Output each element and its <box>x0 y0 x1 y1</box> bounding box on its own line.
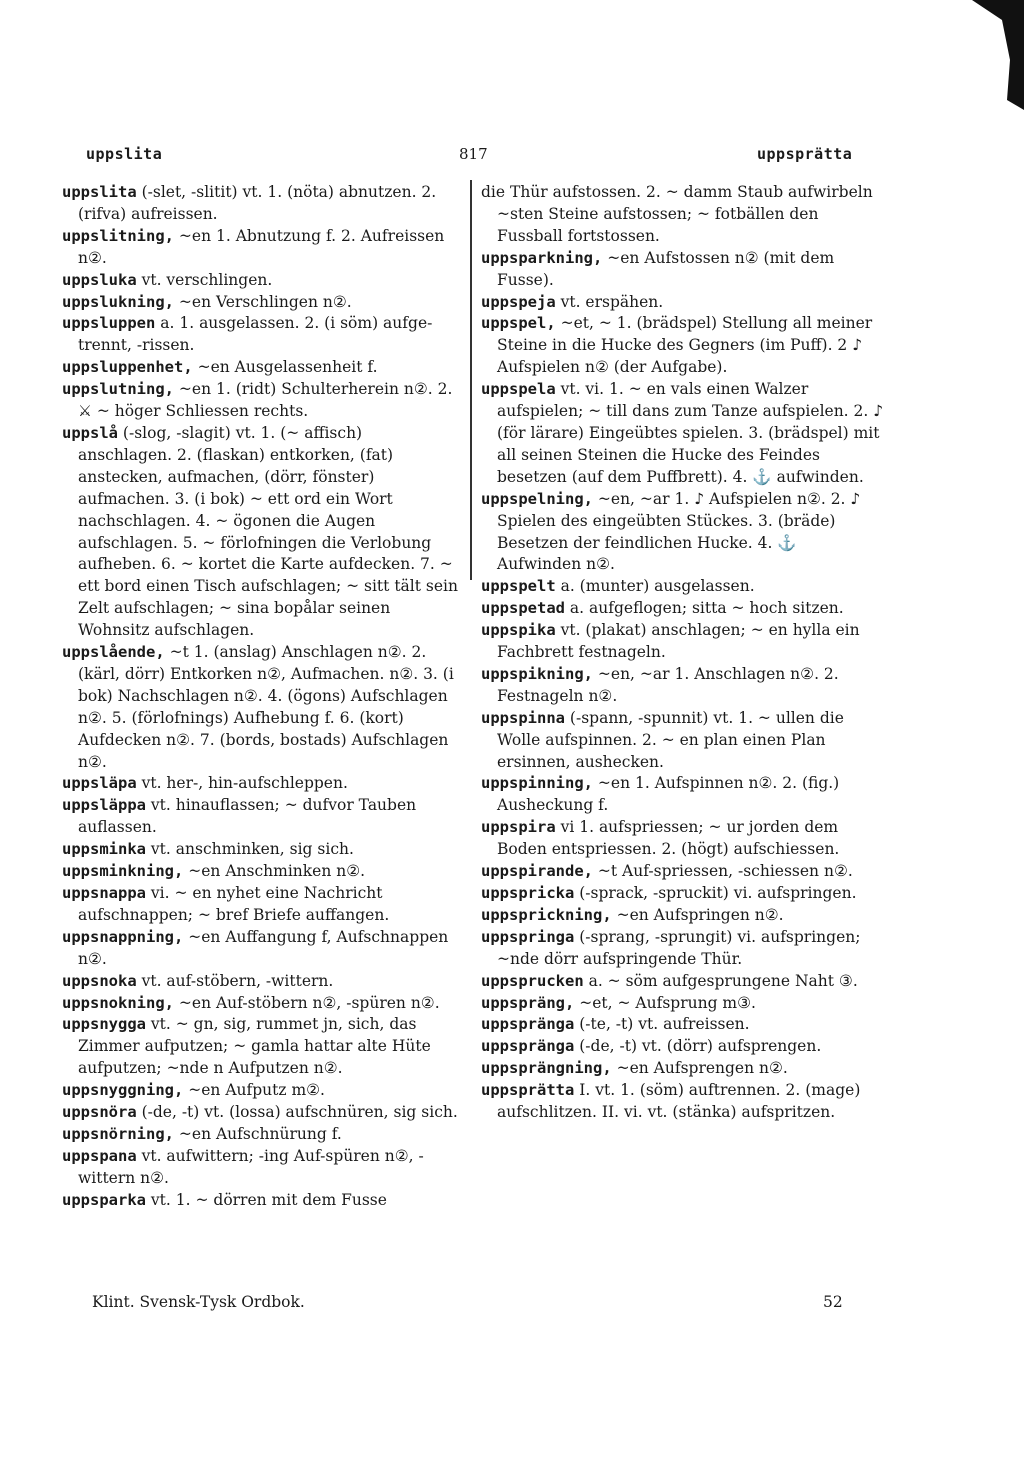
entry-definition: a. ~ söm aufgesprungene Naht ③. <box>583 971 858 990</box>
entry-headword: uppspelt <box>481 577 556 596</box>
entry-definition: ~en, ~ar 1. Anschlagen n②. 2. Festnageln n②. <box>497 664 839 705</box>
dictionary-entry <box>62 642 460 773</box>
entry-definition: ~t 1. (anslag) Anschlagen n②. 2. (kärl, dörr) Entkorken n②, Aufmachen. n②. 3. (i bok) Nachschlagen n②. 4. (ögons) Aufschlagen n②. 5. (förlofnings) Aufhebung f. 6. (kort) Aufdecken n②. 7. (bords, bostads) Aufschlagen n②. <box>78 643 454 771</box>
entry-headword: uppspringa <box>481 927 575 946</box>
entry-definition: (-sprang, -sprungit) vi. aufspringen; ~nde dörr aufspringende Thür. <box>497 927 861 968</box>
entry-headword: uppspika <box>481 621 556 640</box>
entry-headword: uppspinna <box>481 708 565 727</box>
entry-headword: uppsprängning, <box>481 1059 612 1078</box>
entry-headword: uppsminka <box>62 840 146 859</box>
entry-definition: ~en Auf-stöbern n②, -spüren n②. <box>173 993 440 1012</box>
dictionary-entry <box>62 292 460 314</box>
entry-definition: ~en Ausgelassenheit f. <box>192 358 378 377</box>
entry-headword: uppsparka <box>62 1190 146 1209</box>
dictionary-entry <box>62 1102 460 1124</box>
dictionary-entry <box>481 971 885 993</box>
dictionary-entry <box>481 598 885 620</box>
dictionary-entry <box>62 1146 460 1190</box>
entry-definition: ~en 1. (ridt) Schulterherein n②. 2. ⚔ ~ höger Schliessen rechts. <box>78 380 453 421</box>
entry-definition: vt. her-, hin-aufschleppen. <box>136 774 348 793</box>
entry-definition: (-slet, -slitit) vt. 1. (nöta) abnutzen. 2. (rifva) aufreissen. <box>78 183 437 223</box>
dictionary-entry <box>62 1190 460 1212</box>
dictionary-entry <box>62 773 460 795</box>
entry-headword: uppslutning, <box>62 380 174 399</box>
entry-headword: uppslitning, <box>62 226 174 245</box>
right-column <box>481 182 885 1124</box>
dictionary-entry <box>481 292 885 314</box>
entry-headword: uppsnöra <box>62 1103 137 1122</box>
dictionary-entry <box>62 795 460 839</box>
dictionary-entry <box>62 182 460 226</box>
running-head-left: uppslita <box>86 145 163 163</box>
entry-definition: (-de, -t) vt. (lossa) aufschnüren, sig sich. <box>136 1103 458 1122</box>
entry-definition: ~t Auf-spriessen, -schiessen n②. <box>592 862 853 881</box>
dictionary-entry <box>62 313 460 357</box>
running-head-right: uppsprätta <box>757 145 853 163</box>
entry-definition: vt. verschlingen. <box>136 270 273 289</box>
entry-headword: uppsprätta <box>481 1081 575 1100</box>
entry-headword: uppsprucken <box>481 971 584 990</box>
dictionary-entry <box>62 927 460 971</box>
entry-headword: uppsnokning, <box>62 993 174 1012</box>
entry-definition: vt. vi. 1. ~ en vals einen Walzer aufspielen; ~ till dans zum Tanze aufspielen. 2. ♪ (för lärare) Eingeübtes spielen. 3. (brädspel) mit all seinen Steinen die Hucke des Feindes besetzen (auf dem Puffbrett). 4. ⚓ aufwinden. <box>497 380 884 486</box>
entry-definition: ~en Aufspringen n②. <box>611 905 784 924</box>
entry-definition: vt. (plakat) anschlagen; ~ en hylla ein Fachbrett festnageln. <box>497 621 860 662</box>
entry-definition: ~en Auffangung f, Aufschnappen n②. <box>78 927 449 968</box>
page-corner-fold <box>972 0 1024 110</box>
footer-text: Klint. Svensk-Tysk Ordbok. <box>92 1293 305 1311</box>
dictionary-entry <box>481 883 885 905</box>
entry-definition: (-de, -t) vt. (dörr) aufsprengen. <box>574 1037 822 1056</box>
entry-definition: (-te, -t) vt. aufreissen. <box>574 1015 750 1034</box>
dictionary-entry <box>62 971 460 993</box>
dictionary-entry <box>481 905 885 927</box>
entry-headword: uppspinning, <box>481 774 593 793</box>
dictionary-entry <box>481 664 885 708</box>
dictionary-entry <box>481 861 885 883</box>
entry-definition: ~en Anschminken n②. <box>183 862 366 881</box>
entry-headword: uppslukning, <box>62 292 174 311</box>
entry-definition: ~en 1. Aufspinnen n②. 2. (fig.) Ausheckung f. <box>497 774 840 815</box>
entry-headword: uppspeja <box>481 292 556 311</box>
entry-headword: uppsläpa <box>62 774 137 793</box>
entry-headword: uppspel, <box>481 314 556 333</box>
dictionary-entry <box>62 839 460 861</box>
entry-headword: uppspränga <box>481 1037 575 1056</box>
entry-definition: ~et, ~ 1. (brädspel) Stellung all meiner Steine in die Hucke des Gegners (im Puff). 2 ♪ Aufspielen n② (der Aufgabe). <box>497 314 873 377</box>
entry-headword: uppspira <box>481 818 556 837</box>
entry-definition: ~et, ~ Aufsprung m③. <box>574 993 756 1012</box>
entry-definition: (-sprack, -spruckit) vi. aufspringen. <box>574 884 857 902</box>
signature-number: 52 <box>823 1293 843 1311</box>
entry-definition: vt. 1. ~ dörren mit dem Fusse <box>146 1190 387 1209</box>
entry-definition: vi 1. aufspriessen; ~ ur jorden dem Boden entspriessen. 2. (högt) aufschiessen. <box>497 818 840 859</box>
entry-definition: I. vt. 1. (söm) auftrennen. 2. (mage) aufschlitzen. II. vi. vt. (stänka) aufspritzen. <box>497 1081 861 1122</box>
entry-definition: die Thür aufstossen. 2. ~ damm Staub aufwirbeln ~sten Steine aufstossen; ~ fotbällen den Fussball fortstossen. <box>481 183 873 245</box>
entry-headword: uppsnappa <box>62 884 146 902</box>
dictionary-entry <box>62 357 460 379</box>
entry-headword: uppsnörning, <box>62 1124 174 1143</box>
dictionary-entry <box>481 993 885 1015</box>
entry-definition: ~en 1. Abnutzung f. 2. Aufreissen n②. <box>78 226 445 267</box>
dictionary-entry <box>481 313 885 379</box>
entry-definition: vt. hinauflassen; ~ dufvor Tauben auflassen. <box>78 796 417 837</box>
dictionary-entry <box>481 817 885 861</box>
entry-definition: ~en, ~ar 1. ♪ Aufspielen n②. 2. ♪ Spielen des eingeübten Stückes. 3. (bräde) Besetzen der feindlichen Hucke. 4. ⚓ Aufwinden n②. <box>497 489 861 574</box>
entry-headword: uppslå <box>62 423 118 442</box>
entry-definition: a. 1. ausgelassen. 2. (i söm) aufge-trennt, -rissen. <box>78 314 433 355</box>
entry-headword: uppslita <box>62 183 137 201</box>
entry-headword: uppslående, <box>62 643 165 662</box>
dictionary-entry <box>62 861 460 883</box>
entry-definition: vt. anschminken, sig sich. <box>146 840 354 859</box>
dictionary-entry <box>481 379 885 489</box>
entry-definition: ~en Aufsprengen n②. <box>611 1059 788 1078</box>
entry-headword: uppsnygga <box>62 1015 146 1034</box>
page-number: 817 <box>459 145 488 163</box>
entry-definition: vt. auf-stöbern, -wittern. <box>136 971 334 990</box>
column-divider <box>470 180 472 580</box>
entry-definition: vt. aufwittern; -ing Auf-spüren n②, -wittern n②. <box>78 1146 424 1187</box>
dictionary-entry <box>481 1036 885 1058</box>
entry-definition: ~en Verschlingen n②. <box>173 292 352 311</box>
entry-headword: uppspirande, <box>481 862 593 881</box>
dictionary-entry <box>481 248 885 292</box>
entry-headword: uppsprickning, <box>481 905 612 924</box>
dictionary-entry <box>481 1014 885 1036</box>
dictionary-entry <box>481 927 885 971</box>
entry-definition: ~en Aufstossen n② (mit dem Fusse). <box>497 248 835 289</box>
entry-headword: uppsluppenhet, <box>62 358 193 377</box>
entry-headword: uppspikning, <box>481 664 593 683</box>
entry-definition: ~en Aufputz m②. <box>183 1081 325 1100</box>
entry-headword: uppspana <box>62 1146 137 1165</box>
entry-headword: uppsminkning, <box>62 862 184 881</box>
dictionary-entry <box>62 270 460 292</box>
entry-headword: uppspetad <box>481 599 565 618</box>
entry-definition: a. (munter) ausgelassen. <box>555 577 755 596</box>
entry-headword: uppsparkning, <box>481 248 603 267</box>
dictionary-entry <box>62 423 460 642</box>
entry-definition: ~en Aufschnürung f. <box>173 1124 342 1143</box>
entry-definition: (-spann, -spunnit) vt. 1. ~ ullen die Wolle aufspinnen. 2. ~ en plan einen Plan ersinnen, aushecken. <box>497 708 844 771</box>
dictionary-entry <box>481 576 885 598</box>
dictionary-entry <box>62 1124 460 1146</box>
entry-headword: uppsnoka <box>62 971 137 990</box>
entry-headword: uppsprängа <box>481 1015 575 1034</box>
dictionary-entry <box>62 1080 460 1102</box>
dictionary-entry <box>481 489 885 577</box>
entry-headword: uppspelning, <box>481 489 593 508</box>
dictionary-entry <box>481 1080 885 1124</box>
dictionary-entry <box>62 1014 460 1080</box>
dictionary-entry <box>481 708 885 774</box>
left-column <box>62 182 460 1212</box>
entry-headword: uppspela <box>481 380 556 399</box>
entry-headword: uppspräng, <box>481 993 575 1012</box>
entry-headword: uppsnappning, <box>62 927 184 946</box>
entry-headword: uppspricka <box>481 884 575 902</box>
entry-definition: (-slog, -slagit) vt. 1. (~ affisch) anschlagen. 2. (flaskan) entkorken, (fat) anstecken, aufmachen, (dörr, fönster) aufmachen. 3. (i bok) ~ ett ord ein Wort nachschlagen. 4. ~ ögonen die Augen aufschlagen. 5. ~ förlofningen die Verlobung aufheben. 6. ~ kortet die Karte aufdecken. 7. ~ ett bord einen Tisch aufschlagen; ~ sitt tält sein Zelt aufschlagen; ~ sina bopålar seinen Wohnsitz aufschlagen. <box>78 423 458 640</box>
dictionary-entry <box>62 883 460 927</box>
dictionary-entry <box>481 1058 885 1080</box>
dictionary-entry <box>62 379 460 423</box>
entry-headword: uppsluppen <box>62 314 156 333</box>
entry-definition: vi. ~ en nyhet eine Nachricht aufschnappen; ~ bref Briefe auffangen. <box>78 884 390 924</box>
entry-headword: uppsläppa <box>62 796 146 815</box>
dictionary-entry <box>481 182 885 248</box>
entry-definition: vt. ~ gn, sig, rummet jn, sich, das Zimmer aufputzen; ~ gamla hattar alte Hüte aufputzen; ~nde n Aufputzen n②. <box>78 1015 431 1078</box>
dictionary-entry <box>62 993 460 1015</box>
dictionary-entry <box>62 226 460 270</box>
dictionary-entry <box>481 773 885 817</box>
entry-definition: a. aufgeflogen; sitta ~ hoch sitzen. <box>565 599 844 618</box>
entry-headword: uppsnyggning, <box>62 1081 184 1100</box>
entry-headword: uppsluka <box>62 270 137 289</box>
entry-definition: vt. erspähen. <box>555 292 664 311</box>
dictionary-entry <box>481 620 885 664</box>
